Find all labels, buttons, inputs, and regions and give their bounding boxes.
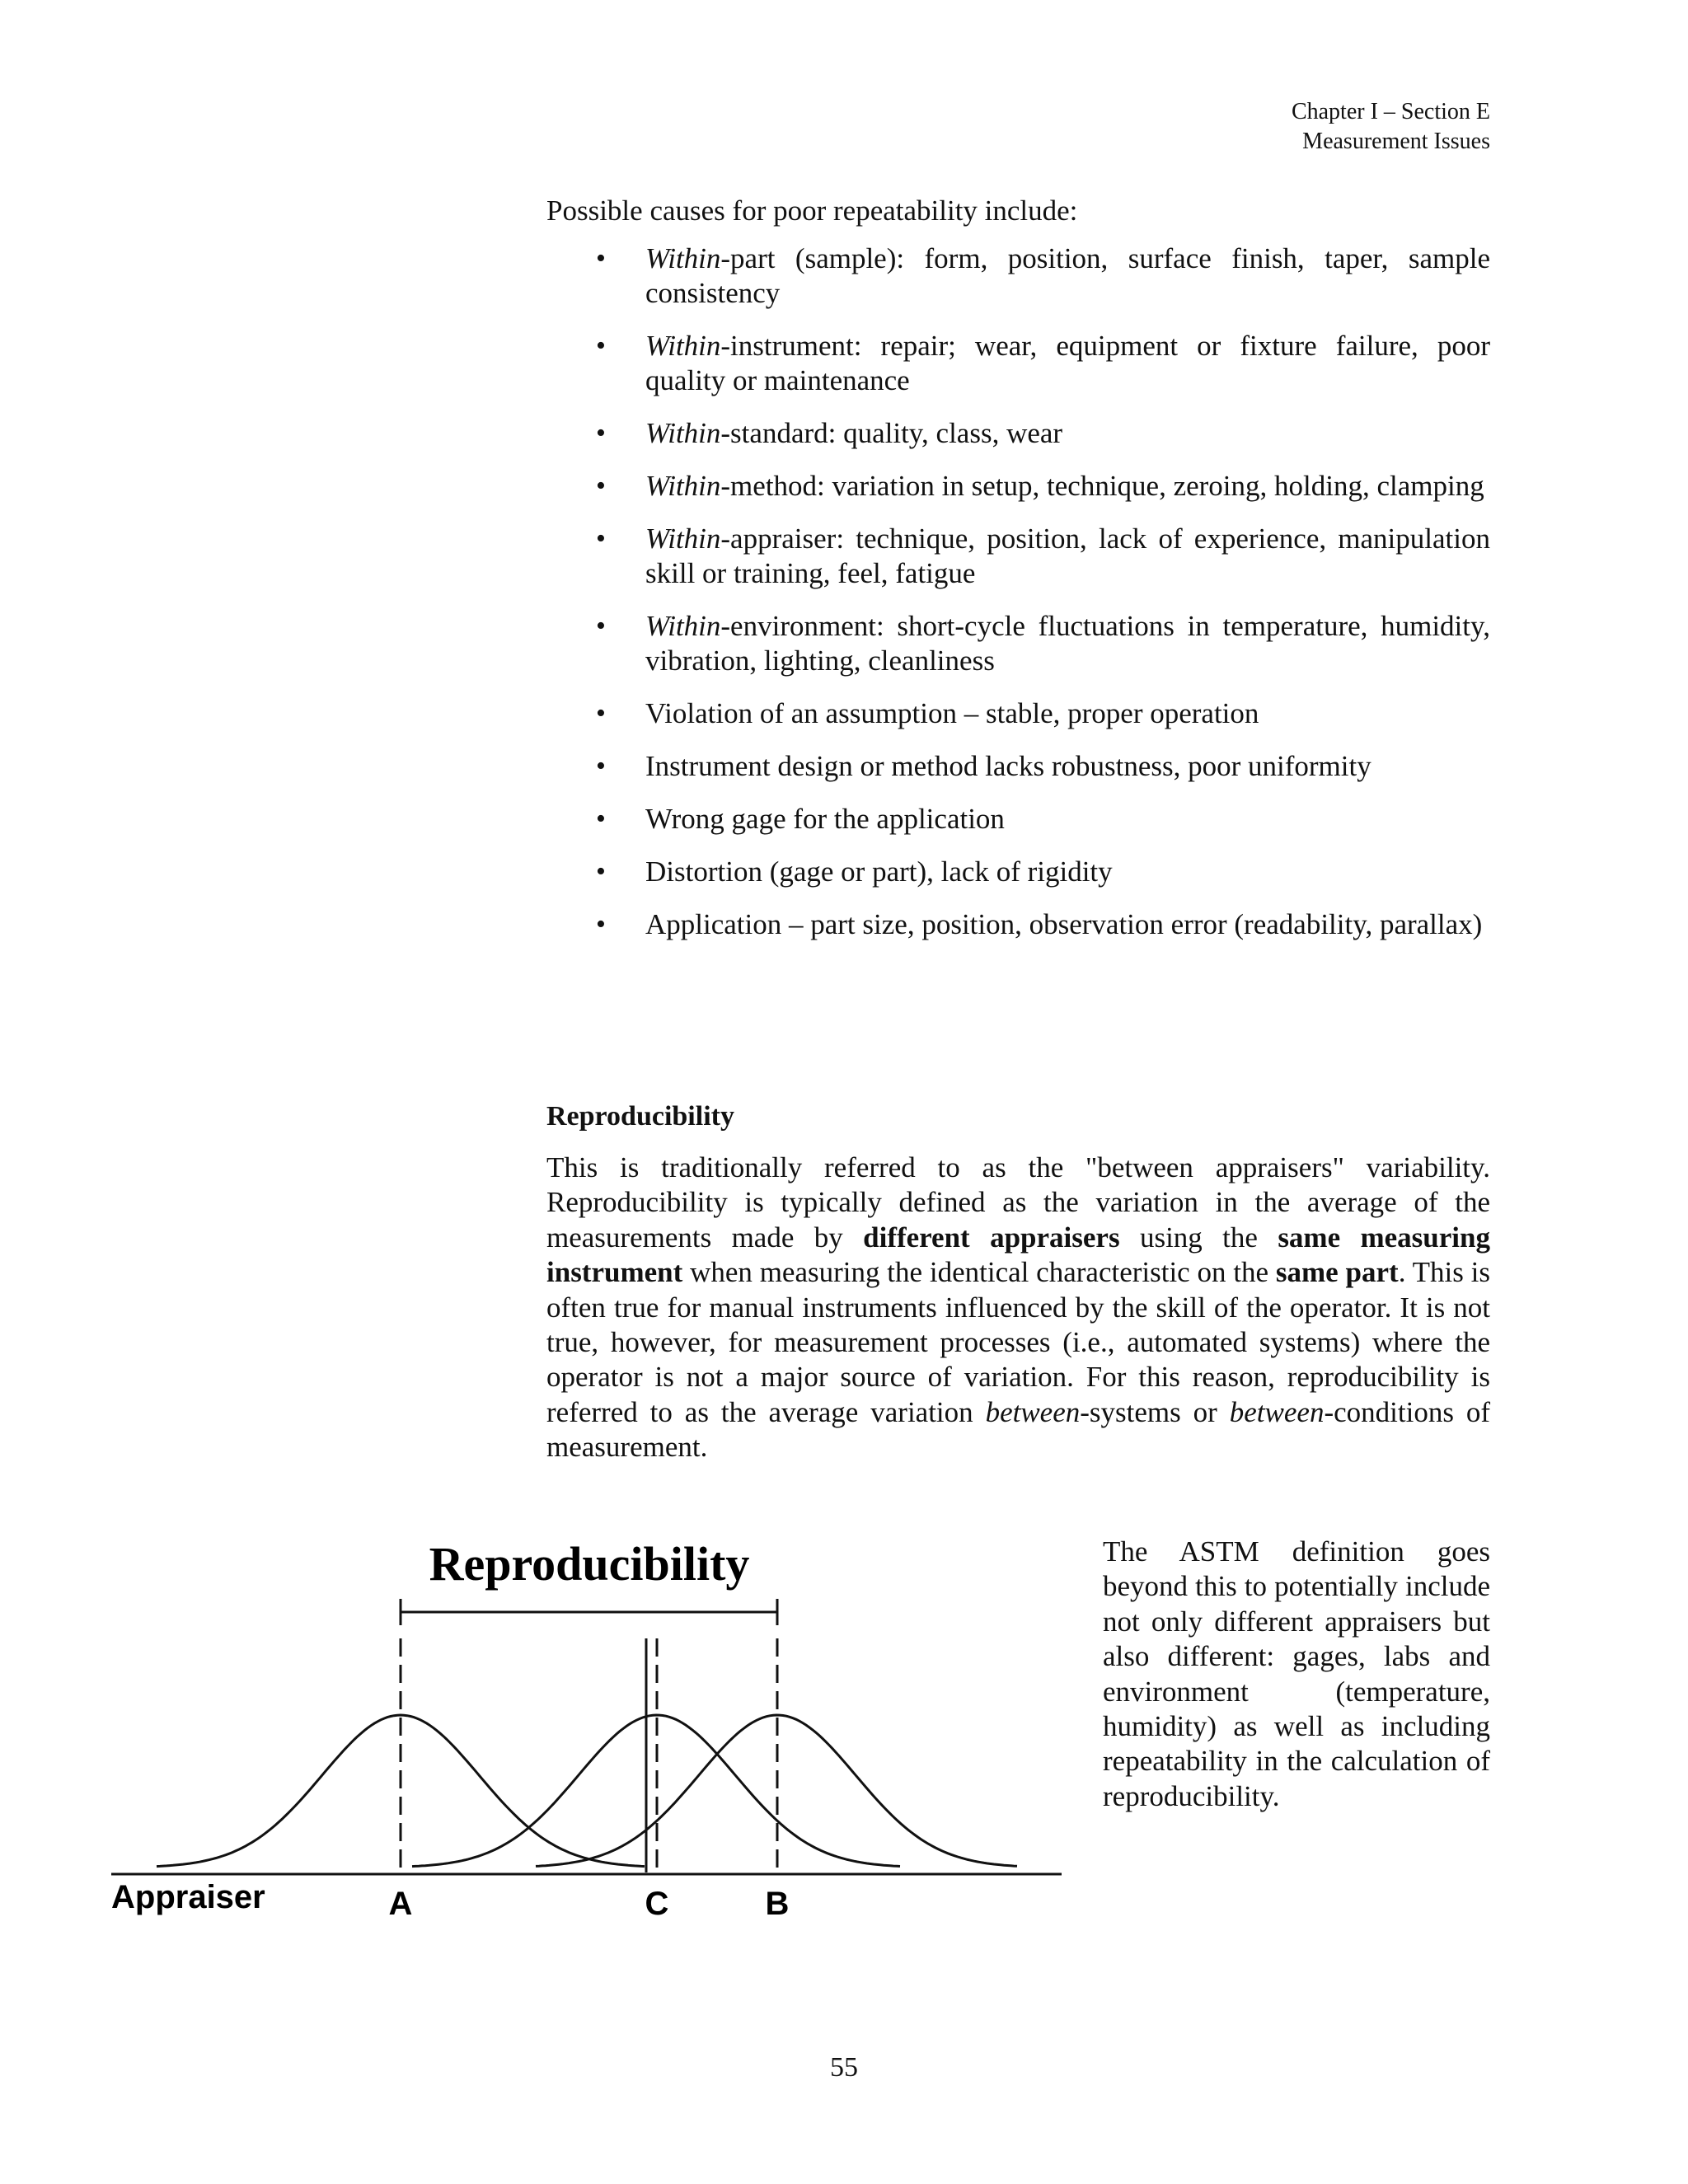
causes-list [546,241,1490,942]
page-number: 55 [830,2052,858,2083]
header-chapter: Chapter I – Section E [1291,99,1490,124]
appraiser-label-c: C [645,1886,669,1922]
bullet-icon: • [596,471,606,501]
reproducibility-paragraph: This is traditionally referred to as the "between appraisers" variability. Reproducibility is typically defined as the variation in the average of the measurements made by different appraisers using the same measuring instrument when measuring the identical characteristic on the same part. This is often true for manual instruments influenced by the skill of the operator. It is not true, however, for measurement processes (i.e., automated systems) where the operator is not a major source of variation. For this reason, reproducibility is referred to as the average variation between-systems or between-conditions of measurement. [546,1151,1491,1464]
bullet-icon: • [596,804,606,834]
bullet-icon: • [596,243,606,274]
astm-note: The ASTM definition goes beyond this to potentially include not only different appraisers but also different: gages, labs and environment (temperature, humidity) as well as including repeatability in the calculation of reproducibility. [1103,1535,1490,1812]
list-item: • Within-environment: short-cycle fluctuations in temperature, humidity, vibration, lighting, cleanliness [596,610,1490,677]
bullet-icon: • [596,698,606,729]
diagram-title: Reproducibility [429,1541,750,1591]
appraiser-label-a: A [388,1886,413,1922]
list-item: • Wrong gage for the application [596,803,1005,835]
distribution-curve-a [157,1715,645,1867]
causes-intro: Possible causes for poor repeatability include: [546,194,1078,227]
appraiser-label-b: B [765,1886,790,1922]
list-item: • Within-part (sample): form, position, surface finish, taper, sample consistency [596,242,1490,309]
bullet-icon: • [596,330,606,361]
bullet-icon: • [596,856,606,887]
repeatability-causes [546,194,1490,960]
list-item: • Within-method: variation in setup, technique, zeroing, holding, clamping [596,470,1484,502]
distribution-curve-b [536,1715,1017,1866]
list-item: • Within-standard: quality, class, wear [596,417,1063,449]
list-item: • Application – part size, position, observation error (readability, parallax) [596,908,1483,940]
list-item: • Within-instrument: repair; wear, equipment or fixture failure, poor quality or maintenance [596,330,1490,396]
bullet-icon: • [596,418,606,448]
section-heading: Reproducibility [546,1101,734,1132]
running-header [1292,97,1490,157]
list-item: • Distortion (gage or part), lack of rigidity [596,855,1113,888]
bullet-icon: • [596,523,606,554]
axis-label-appraiser: Appraiser [111,1879,265,1915]
distribution-curve-c [412,1715,900,1867]
list-item: • Violation of an assumption – stable, proper operation [596,697,1259,729]
bullet-icon: • [596,751,606,781]
reproducibility-figure [99,1541,1088,1937]
list-item: • Instrument design or method lacks robustness, poor uniformity [596,750,1372,782]
bullet-icon: • [596,611,606,641]
reproducibility-diagram [99,1541,1088,1937]
bullet-icon: • [596,909,606,940]
header-title: Measurement Issues [1302,129,1490,154]
list-item: • Within-appraiser: technique, position, lack of experience, manipulation skill or training, feel, fatigue [596,523,1490,589]
